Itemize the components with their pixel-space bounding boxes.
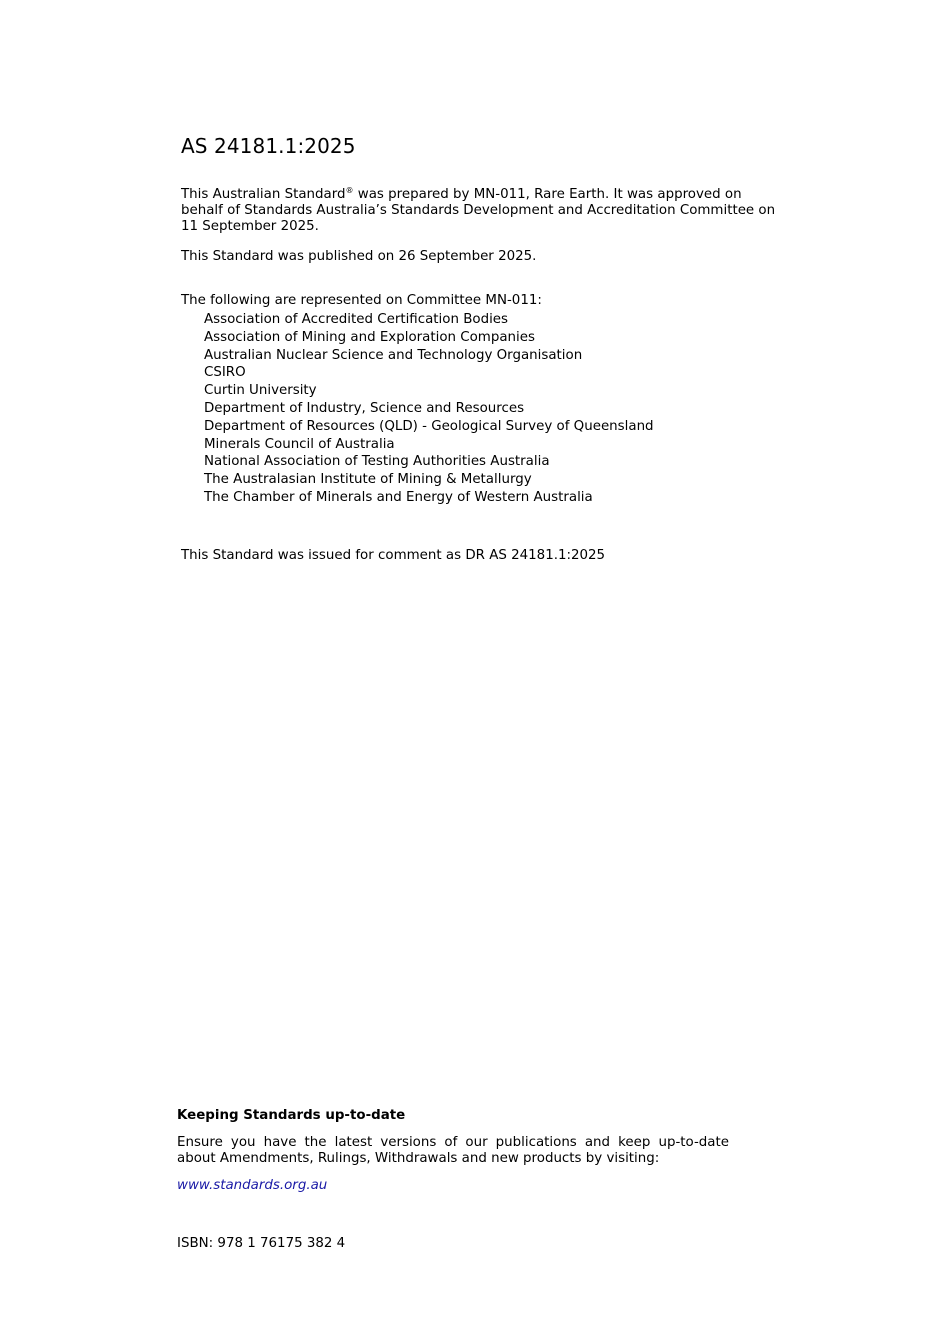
document-title: AS 24181.1:2025	[181, 134, 356, 158]
preparation-statement	[181, 187, 781, 235]
standards-website-link[interactable]: www.standards.org.au	[177, 1178, 328, 1193]
committee-member: The Chamber of Minerals and Energy of Western Australia	[204, 489, 593, 505]
isbn: ISBN: 978 1 76175 382 4	[177, 1236, 346, 1251]
committee-member: Curtin University	[204, 383, 317, 399]
footer-text: Ensure you have the latest versions of our publications and keep up-to-date about Amendments, Rulings, Withdrawals and new products by visiting:	[177, 1135, 729, 1166]
committee-member-list	[204, 311, 654, 507]
publication-date-statement: This Standard was published on 26 September 2025.	[181, 249, 537, 264]
committee-member: Department of Resources (QLD) - Geological Survey of Queensland	[204, 418, 654, 434]
committee-member: The Australasian Institute of Mining & Metallurgy	[204, 472, 532, 488]
committee-intro: The following are represented on Committee MN-011:	[181, 293, 542, 308]
footer-heading: Keeping Standards up-to-date	[177, 1108, 406, 1123]
preparation-text-end: was prepared by MN-011, Rare Earth. It was approved on behalf of Standards Australia’s Standards Development and Accreditation Committee on 11 September 2025.	[181, 187, 776, 234]
registered-mark: ®	[345, 186, 354, 195]
committee-member: Association of Mining and Exploration Companies	[204, 329, 535, 345]
committee-member: Association of Accredited Certification Bodies	[204, 312, 509, 327]
committee-member: National Association of Testing Authorities Australia	[204, 454, 550, 470]
issued-for-comment-statement: This Standard was issued for comment as DR AS 24181.1:2025	[181, 548, 606, 563]
committee-member: Australian Nuclear Science and Technology Organisation	[204, 347, 583, 363]
preparation-text-start: This Australian Standard	[181, 187, 346, 202]
committee-member: CSIRO	[204, 365, 246, 381]
committee-member: Minerals Council of Australia	[204, 436, 395, 452]
committee-member: Department of Industry, Science and Resources	[204, 400, 525, 416]
